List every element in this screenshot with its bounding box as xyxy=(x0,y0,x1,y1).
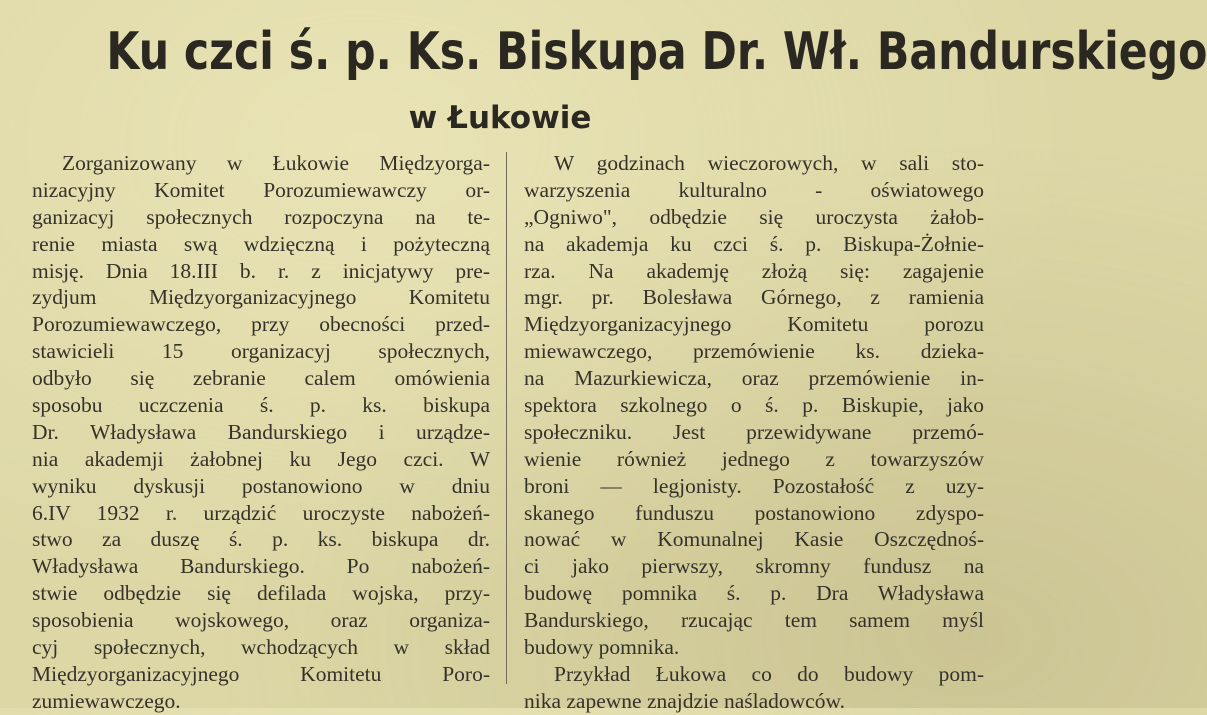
text-line: misję. Dnia 18.III b. r. z inicjatywy pre- xyxy=(32,258,490,283)
text-line: odbyło się zebranie calem omówienia xyxy=(32,366,490,391)
text-line: rza. Na akademję złożą się: zagajenie xyxy=(524,258,984,283)
text-line: stawicieli 15 organizacyj społecznych, xyxy=(32,339,490,364)
article-subheadline: w Łukowie xyxy=(408,100,592,136)
text-line: ci jako pierwszy, skromny fundusz na xyxy=(524,554,984,579)
text-line: budowę pomnika ś. p. Dra Władysława xyxy=(524,581,984,606)
left-column xyxy=(32,150,490,715)
text-line: cyj społecznych, wchodzących w skład xyxy=(32,635,490,660)
text-line: sposobu uczczenia ś. p. ks. biskupa xyxy=(32,393,490,418)
text-line: Międzyorganizacyjnego Komitetu Poro- xyxy=(32,661,490,686)
text-line: Porozumiewawczego, przy obecności przed- xyxy=(32,312,490,337)
text-line: budowy pomnika. xyxy=(524,635,680,660)
text-line: „Ogniwo", odbędzie się uroczysta żałob- xyxy=(524,204,984,229)
column-divider xyxy=(506,152,507,684)
article-headline: Ku czci ś. p. Ks. Biskupa Dr. Wł. Bandurskiego xyxy=(106,22,1207,82)
text-line: Zorganizowany w Łukowie Międzyorga- xyxy=(62,151,490,175)
text-line: ganizacyj społecznych rozpoczyna na te- xyxy=(32,204,490,229)
text-line: skanego funduszu postanowiono zdyspo- xyxy=(524,500,984,525)
text-line: wyniku dyskusji postanowiono w dniu xyxy=(32,473,490,498)
text-line: nia akademji żałobnej ku Jego czci. W xyxy=(32,446,490,471)
text-line: stwie odbędzie się defilada wojska, przy- xyxy=(32,581,490,606)
text-line: renie miasta swą wdzięczną i pożyteczną xyxy=(32,231,490,256)
text-line: broni — legjonisty. Pozostałość z uzy- xyxy=(524,473,984,498)
text-line: nizacyjny Komitet Porozumiewawczy or- xyxy=(32,177,490,202)
right-column xyxy=(524,150,984,715)
text-line: miewawczego, przemówienie ks. dzieka- xyxy=(524,339,984,364)
text-line: Międzyorganizacyjnego Komitetu porozu xyxy=(524,312,984,337)
text-line: zydjum Międzyorganizacyjnego Komitetu xyxy=(32,285,490,310)
text-line: Bandurskiego, rzucając tem samem myśl xyxy=(524,608,984,633)
text-line: zumiewawczego. xyxy=(32,688,181,713)
text-line: Przykład Łukowa co do budowy pom- xyxy=(554,661,984,686)
text-line: na akademja ku czci ś. p. Biskupa-Żołnie- xyxy=(524,231,984,256)
text-line: sposobienia wojskowego, oraz organiza- xyxy=(32,608,490,633)
text-line: mgr. pr. Bolesława Górnego, z ramienia xyxy=(524,285,984,310)
text-line: wienie również jednego z towarzyszów xyxy=(524,446,984,471)
text-line: Władysława Bandurskiego. Po nabożeń- xyxy=(32,554,490,579)
text-line: nować w Komunalnej Kasie Oszczędnoś- xyxy=(524,527,984,552)
text-line: społeczniku. Jest przewidywane przemó- xyxy=(524,419,984,444)
text-line: Dr. Władysława Bandurskiego i urządze- xyxy=(32,419,490,444)
text-line: stwo za duszę ś. p. ks. biskupa dr. xyxy=(32,527,490,552)
text-line: nika zapewne znajdzie naśladowców. xyxy=(524,688,845,713)
text-line: warzyszenia kulturalno - oświatowego xyxy=(524,177,984,202)
text-line: na Mazurkiewicza, oraz przemówienie in- xyxy=(524,366,984,391)
text-line: W godzinach wieczorowych, w sali sto- xyxy=(554,151,984,175)
text-line: spektora szkolnego o ś. p. Biskupie, jako xyxy=(524,393,984,418)
text-line: 6.IV 1932 r. urządzić uroczyste nabożeń- xyxy=(32,500,490,525)
